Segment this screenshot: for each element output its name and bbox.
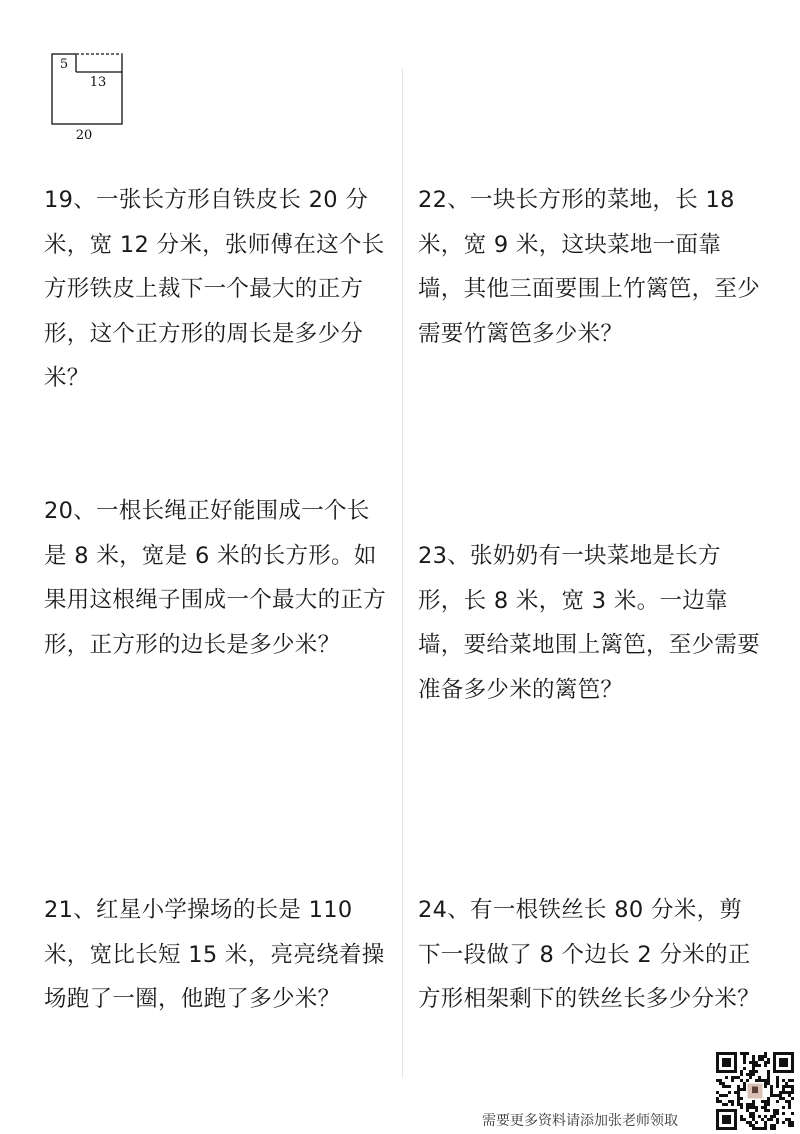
qr-module (773, 1112, 776, 1115)
qr-module (725, 1094, 728, 1097)
qr-module (767, 1109, 770, 1112)
qr-module (782, 1097, 785, 1100)
qr-code-graphic (716, 1052, 794, 1130)
qr-module (776, 1082, 779, 1085)
qr-module (764, 1079, 767, 1082)
qr-module (743, 1061, 746, 1064)
question-23: 23、张奶奶有一块菜地是长方形，长 8 米，宽 3 米。一边靠墙，要给菜地围上篱笆，至少需要准备多少米的篱笆？ (418, 543, 761, 703)
qr-module (743, 1088, 746, 1091)
qr-module (722, 1103, 725, 1106)
qr-module (788, 1106, 791, 1109)
qr-module (782, 1085, 785, 1088)
qr-module (743, 1067, 746, 1070)
qr-module (758, 1127, 761, 1130)
qr-module (731, 1076, 734, 1079)
qr-module (761, 1118, 764, 1121)
qr-module (755, 1121, 758, 1124)
qr-module (791, 1085, 794, 1088)
qr-module (767, 1076, 770, 1079)
qr-module (743, 1082, 746, 1085)
qr-module (767, 1079, 770, 1082)
qr-module (752, 1064, 755, 1067)
qr-module (719, 1100, 722, 1103)
footer-note: 需要更多资料请添加张老师领取 (482, 1113, 678, 1129)
qr-module (770, 1094, 773, 1097)
qr-module (764, 1106, 767, 1109)
qr-module (740, 1052, 743, 1055)
qr-module (776, 1076, 779, 1079)
qr-module (758, 1115, 761, 1118)
qr-module (752, 1127, 755, 1130)
qr-module (737, 1085, 740, 1088)
qr-module (791, 1124, 794, 1127)
qr-module (722, 1082, 725, 1085)
qr-module (758, 1064, 761, 1067)
qr-module (752, 1100, 755, 1103)
qr-module (749, 1076, 752, 1079)
qr-module (770, 1088, 773, 1091)
qr-module (764, 1082, 767, 1085)
qr-module (740, 1073, 743, 1076)
qr-module (719, 1079, 722, 1082)
figure-label-5: 5 (59, 57, 69, 72)
qr-module (749, 1115, 752, 1118)
qr-module (785, 1091, 788, 1094)
qr-module (770, 1127, 773, 1130)
qr-module (773, 1094, 776, 1097)
qr-module (764, 1064, 767, 1067)
qr-module (746, 1121, 749, 1124)
qr-module (761, 1058, 764, 1061)
qr-module (752, 1087, 758, 1094)
qr-module (764, 1127, 767, 1130)
qr-module (737, 1097, 740, 1100)
qr-module (782, 1121, 785, 1124)
square-figure-svg (40, 44, 140, 144)
qr-module (779, 1091, 782, 1094)
qr-module (767, 1061, 770, 1064)
qr-module (770, 1124, 773, 1127)
qr-module (770, 1115, 773, 1118)
qr-module (767, 1103, 770, 1106)
qr-module (722, 1058, 731, 1067)
qr-module (764, 1085, 767, 1088)
qr-module (773, 1115, 776, 1118)
qr-module (785, 1118, 788, 1121)
qr-module (752, 1106, 755, 1109)
qr-module (764, 1055, 767, 1058)
qr-module (743, 1085, 746, 1088)
qr-module (782, 1112, 785, 1115)
qr-module (746, 1052, 749, 1055)
qr-module (764, 1103, 767, 1106)
qr-module (749, 1073, 752, 1076)
qr-module (770, 1118, 773, 1121)
qr-module (776, 1079, 779, 1082)
qr-module (788, 1124, 791, 1127)
qr-module (752, 1112, 755, 1115)
qr-module (773, 1127, 776, 1130)
qr-module (791, 1079, 794, 1082)
qr-module (764, 1124, 767, 1127)
qr-module (737, 1094, 740, 1097)
qr-module (764, 1109, 767, 1112)
qr-module (752, 1070, 755, 1073)
qr-module (746, 1073, 749, 1076)
qr-module (740, 1097, 743, 1100)
qr-module (752, 1118, 755, 1121)
qr-module (728, 1085, 731, 1088)
qr-module (752, 1067, 755, 1070)
question-19: 19、一张长方形自铁皮长 20 分米，宽 12 分米，张师傅在这个长方形铁皮上裁下一个最大的正方形，这个正方形的周长是多少分米？ (44, 187, 385, 391)
qr-module (719, 1082, 722, 1085)
qr-module (725, 1076, 728, 1079)
qr-module (764, 1052, 767, 1055)
qr-module (791, 1121, 794, 1124)
qr-module (776, 1112, 779, 1115)
figure-label-20: 20 (75, 128, 93, 143)
qr-module (776, 1121, 779, 1124)
qr-module (752, 1115, 755, 1118)
qr-module (746, 1109, 749, 1112)
question-20: 20、一根长绳正好能围成一个长是 8 米，宽是 6 米的长方形。如果用这根绳子围成一个最大的正方形，正方形的边长是多少米？ (44, 498, 387, 658)
qr-module (791, 1112, 794, 1115)
qr-module (722, 1115, 731, 1124)
qr-module (764, 1115, 767, 1118)
qr-module (767, 1070, 770, 1073)
qr-module (779, 1058, 788, 1067)
qr-module (731, 1079, 734, 1082)
question-24: 24、有一根铁丝长 80 分米，剪下一段做了 8 个边长 2 分米的正方形相架剩下的铁丝长多少分米？ (418, 897, 761, 1012)
qr-module (776, 1085, 779, 1088)
qr-module (761, 1055, 764, 1058)
qr-module (761, 1106, 764, 1109)
qr-module (788, 1121, 791, 1124)
qr-module (740, 1070, 743, 1073)
qr-module (740, 1106, 743, 1109)
qr-module (770, 1085, 773, 1088)
qr-module (776, 1094, 779, 1097)
qr-module (755, 1109, 758, 1112)
qr-module (740, 1088, 743, 1091)
qr-module (728, 1100, 731, 1103)
qr-module (728, 1091, 731, 1094)
qr-module (731, 1100, 734, 1103)
qr-module (764, 1100, 767, 1103)
qr-module (731, 1103, 734, 1106)
qr-module (716, 1091, 719, 1094)
qr-module (788, 1103, 791, 1106)
qr-module (740, 1079, 743, 1082)
qr-module (767, 1082, 770, 1085)
qr-module (791, 1091, 794, 1094)
qr-module (722, 1085, 725, 1088)
square-figure (40, 44, 140, 144)
qr-module (749, 1070, 752, 1073)
qr-module (758, 1079, 761, 1082)
qr-module (788, 1118, 791, 1121)
qr-module (755, 1064, 758, 1067)
qr-module (740, 1103, 743, 1106)
qr-module (740, 1115, 743, 1118)
qr-module (749, 1121, 752, 1124)
qr-module (779, 1097, 782, 1100)
qr-module (773, 1124, 776, 1127)
question-22: 22、一块长方形的菜地，长 18 米，宽 9 米，这块菜地一面靠墙，其他三面要围上竹篱笆，至少需要竹篱笆多少米？ (418, 187, 761, 347)
qr-module (752, 1055, 755, 1058)
qr-module (755, 1106, 758, 1109)
qr-module (788, 1100, 791, 1103)
qr-module (770, 1091, 773, 1094)
qr-module (755, 1127, 758, 1130)
qr-module (716, 1100, 719, 1103)
qr-module (755, 1070, 758, 1073)
qr-module (719, 1094, 722, 1097)
qr-module (752, 1103, 755, 1106)
qr-module (734, 1076, 737, 1079)
qr-module (722, 1094, 725, 1097)
qr-module (782, 1079, 785, 1082)
qr-module (788, 1094, 791, 1097)
qr-module (737, 1076, 740, 1079)
qr-module (752, 1061, 755, 1064)
qr-module (716, 1079, 719, 1082)
qr-module (773, 1109, 776, 1112)
qr-module (737, 1103, 740, 1106)
qr-module (785, 1085, 788, 1088)
qr-module (788, 1079, 791, 1082)
qr-module (764, 1121, 767, 1124)
qr-module (737, 1091, 740, 1094)
qr-module (734, 1091, 737, 1094)
qr-module (755, 1061, 758, 1064)
qr-module (749, 1061, 752, 1064)
figure-label-13: 13 (89, 75, 107, 90)
qr-module (737, 1088, 740, 1091)
qr-module (743, 1055, 746, 1058)
qr-module (725, 1103, 728, 1106)
qr-module (788, 1085, 791, 1088)
qr-code-icon (716, 1052, 794, 1130)
qr-module (749, 1112, 752, 1115)
qr-module (752, 1124, 755, 1127)
qr-module (791, 1088, 794, 1091)
qr-module (761, 1127, 764, 1130)
qr-module (743, 1118, 746, 1121)
qr-module (749, 1124, 752, 1127)
qr-module (758, 1055, 761, 1058)
qr-module (755, 1079, 758, 1082)
qr-module (767, 1097, 770, 1100)
qr-module (776, 1109, 779, 1112)
qr-module (746, 1079, 749, 1082)
qr-module (725, 1085, 728, 1088)
qr-module (782, 1106, 785, 1109)
qr-module (791, 1097, 794, 1100)
qr-module (743, 1058, 746, 1061)
qr-module (740, 1118, 743, 1121)
qr-module (737, 1100, 740, 1103)
qr-module (776, 1118, 779, 1121)
qr-module (767, 1118, 770, 1121)
qr-module (767, 1058, 770, 1061)
qr-module (752, 1073, 755, 1076)
qr-module (743, 1052, 746, 1055)
qr-module (758, 1058, 761, 1061)
qr-module (782, 1091, 785, 1094)
qr-module (761, 1100, 764, 1103)
qr-module (764, 1061, 767, 1064)
qr-module (767, 1100, 770, 1103)
qr-module (749, 1103, 752, 1106)
qr-module (752, 1058, 755, 1061)
qr-module (758, 1076, 761, 1079)
qr-module (746, 1106, 749, 1109)
qr-module (767, 1073, 770, 1076)
qr-module (749, 1106, 752, 1109)
qr-module (785, 1100, 788, 1103)
qr-module (779, 1094, 782, 1097)
question-21: 21、红星小学操场的长是 110 米，宽比长短 15 米，亮亮绕着操场跑了一圈，他跑了多少米？ (44, 897, 385, 1012)
qr-module (788, 1091, 791, 1094)
qr-module (785, 1082, 788, 1085)
column-divider (402, 68, 403, 1078)
qr-module (746, 1103, 749, 1106)
qr-module (761, 1079, 764, 1082)
qr-module (716, 1097, 719, 1100)
qr-module (782, 1088, 785, 1091)
qr-module (776, 1100, 779, 1103)
